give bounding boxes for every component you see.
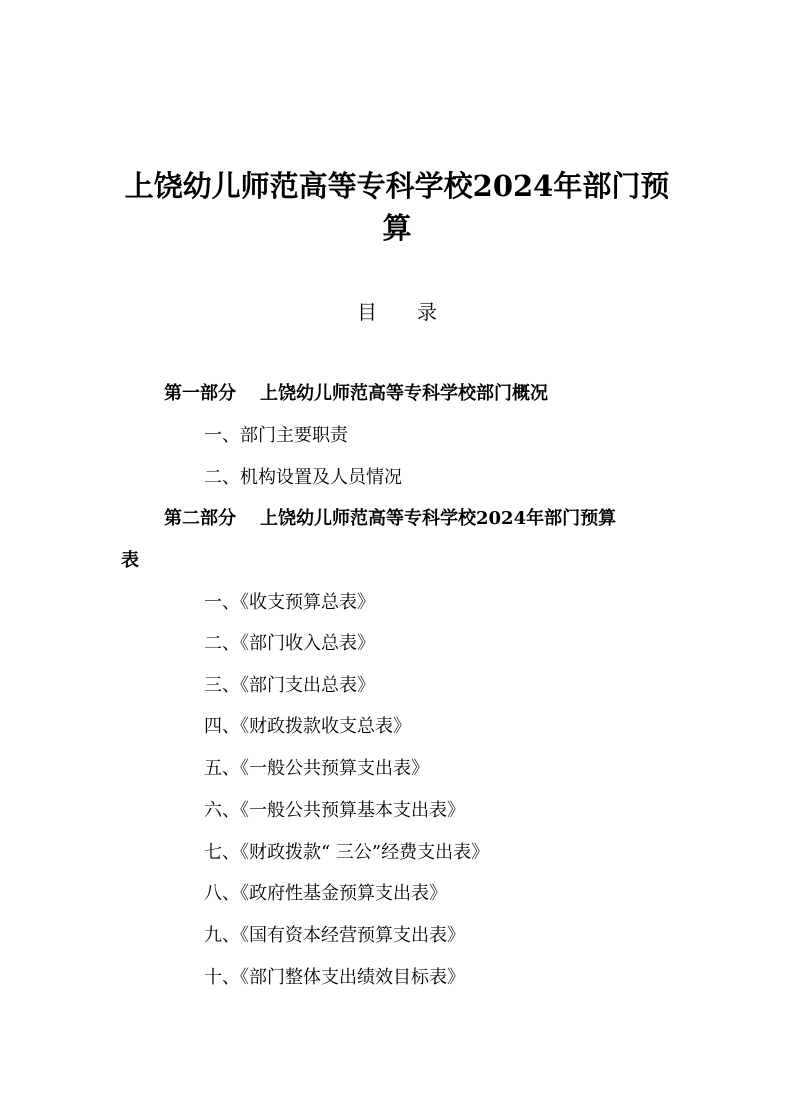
- toc-item[interactable]: 八、《政府性基金预算支出表》: [204, 883, 447, 904]
- toc-part-2[interactable]: [164, 506, 616, 532]
- toc-item[interactable]: 二、《部门收入总表》: [204, 633, 375, 654]
- document-title-line-2: 算: [382, 211, 412, 245]
- toc-item[interactable]: 九、《国有资本经营预算支出表》: [204, 925, 465, 946]
- document-title-line-1: 上饶幼儿师范高等专科学校2024年部门预: [124, 169, 670, 203]
- toc-heading-left: 目: [357, 300, 377, 324]
- toc-heading-right: 录: [417, 300, 437, 324]
- toc-item[interactable]: 二、机构设置及人员情况: [204, 467, 402, 488]
- toc-item[interactable]: 六、《一般公共预算基本支出表》: [204, 800, 465, 821]
- toc-heading: [0, 298, 794, 326]
- toc-item[interactable]: 三、《部门支出总表》: [204, 675, 375, 696]
- toc-part-2-label: 第二部分: [164, 508, 236, 529]
- toc-item[interactable]: 七、《财政拨款“ 三公”经费支出表》: [204, 842, 490, 863]
- toc-item[interactable]: 五、《一般公共预算支出表》: [204, 758, 429, 779]
- toc-part-1[interactable]: [164, 381, 548, 407]
- toc-item[interactable]: 四、《财政拨款收支总表》: [204, 716, 411, 737]
- toc-item[interactable]: 十、《部门整体支出绩效目标表》: [204, 967, 465, 988]
- toc-part-2-name-continued: 表: [121, 550, 139, 571]
- toc-item[interactable]: 一、部门主要职责: [204, 425, 348, 446]
- toc-part-2-name: 上饶幼儿师范高等专科学校2024年部门预算: [260, 508, 617, 529]
- toc-part-1-name: 上饶幼儿师范高等专科学校部门概况: [260, 383, 548, 404]
- toc-part-1-label: 第一部分: [164, 383, 236, 404]
- toc-item[interactable]: 一、《收支预算总表》: [204, 592, 375, 613]
